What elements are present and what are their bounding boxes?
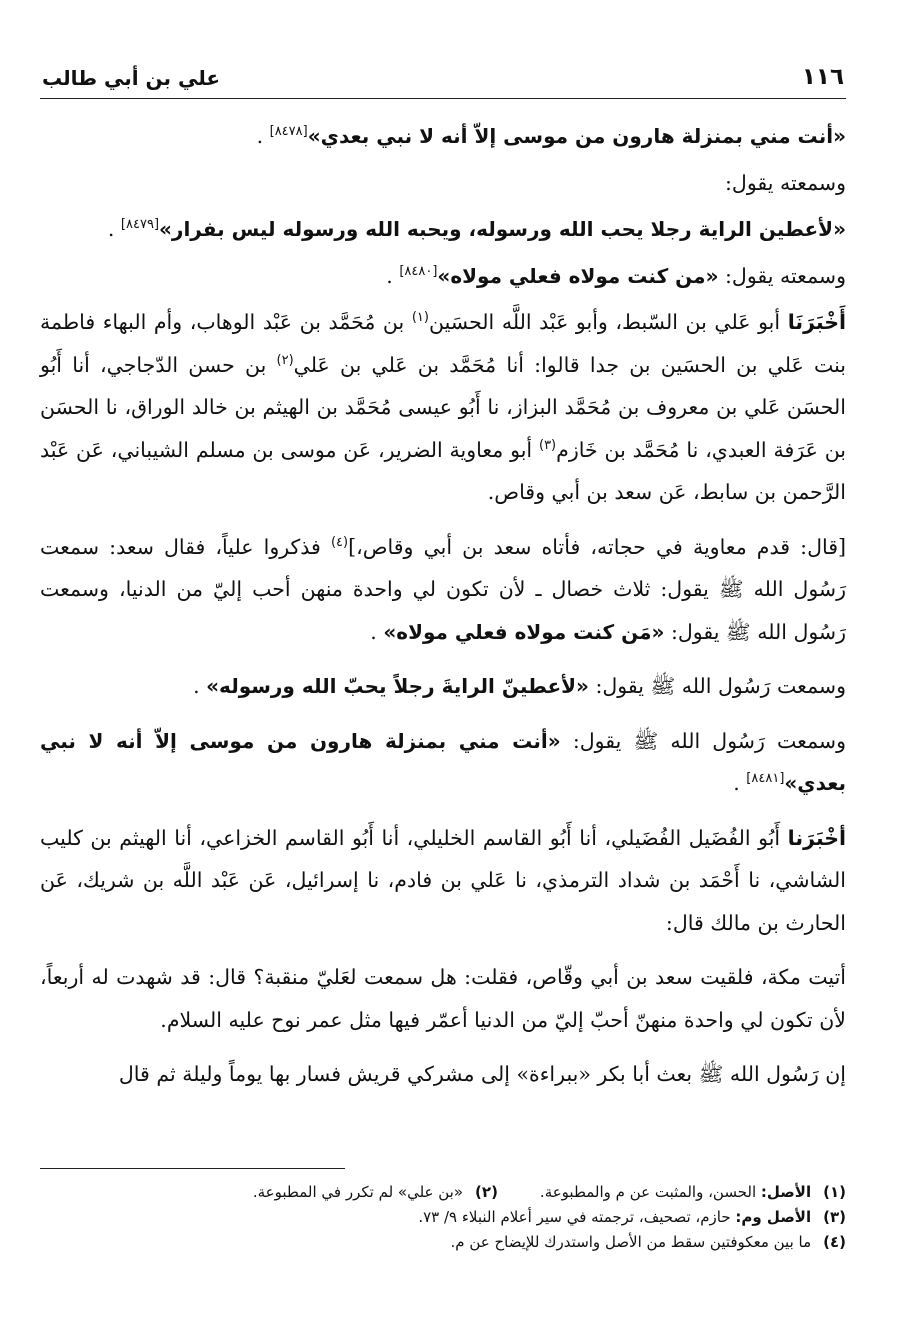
footnote-number: (١) <box>823 1183 846 1201</box>
hadith-reference: [٨٤٧٨] <box>269 124 308 140</box>
paragraph-10 <box>40 956 846 1041</box>
paragraph-8 <box>40 720 846 805</box>
paragraph-text: أتيت مكة، فلقيت سعد بن أبي وقّاص، فقلت: هل سمعت لعَليّ منقبة؟ قال: قد شهدت له أربعاً، لأن تكون لي واحدة منهنّ أحبّ إليّ من الدنيا أعمّر فيها مثل عمر نوح عليه السلام. <box>40 965 846 1032</box>
full-stop: . <box>386 263 393 288</box>
footnote-lead: الأصل: <box>760 1183 812 1201</box>
footnote-lead: الأصل وم: <box>735 1208 812 1226</box>
isnad-keyword: أخْبَرَنا <box>787 825 846 850</box>
footnote-text: حازم، تصحيف، ترجمته في سير أعلام النبلاء ٩/ ٧٣. <box>418 1208 736 1226</box>
paragraph-2 <box>40 162 846 205</box>
paragraph-11 <box>40 1053 846 1096</box>
footnote-text: «بن علي» لم تكرر في المطبوعة. <box>252 1183 464 1201</box>
hadith-reference: [٨٤٧٩] <box>120 217 160 233</box>
paragraph-4 <box>40 255 846 298</box>
footnote-row <box>40 1180 846 1205</box>
full-stop: . <box>107 217 115 241</box>
footnotes <box>40 1180 846 1255</box>
paragraph-lead: وسمعت رَسُول الله ﷺ يقول: <box>560 728 846 753</box>
page-number: ١١٦ <box>801 64 844 90</box>
footnote-number: (٣) <box>823 1208 846 1226</box>
hadith-quote: «أنت مني بمنزلة هارون من موسى إلاّ أنه لا نبي بعدي» <box>40 728 846 795</box>
paragraph-6 <box>40 526 846 654</box>
full-stop: . <box>193 674 200 698</box>
footnote-marker: (٤) <box>330 534 349 550</box>
paragraph-text: فذكروا علياً، فقال سعد: سمعت رَسُول الله ﷺ يقول: ثلاث خصال ـ لأن تكون لي واحدة منهن أحب إليّ من الدنيا، وسمعت رَسُول الله ﷺ يقول: <box>40 534 846 644</box>
full-stop: . <box>733 771 740 795</box>
footnote-4 <box>40 1230 846 1255</box>
paragraph-lead: وسمعته يقول: <box>718 263 846 288</box>
paragraph-text: إن رَسُول الله ﷺ بعث أبا بكر «ببراءة» إلى مشركي قريش فسار بها يوماً وليلة ثم قال <box>118 1062 846 1086</box>
footnote-divider <box>40 1168 345 1169</box>
hadith-reference: [٨٤٨١] <box>746 771 785 787</box>
paragraph-1 <box>40 115 846 158</box>
isnad-keyword: أَخْبَرَنَا <box>787 310 847 334</box>
full-stop: . <box>370 619 377 644</box>
footnote-number: (٢) <box>475 1183 498 1201</box>
hadith-quote: «من كنت مولاه فعلي مولاه» <box>437 263 719 288</box>
paragraph-7 <box>40 665 846 708</box>
hadith-quote: «لأعطينّ الرايةَ رجلاً يحبّ الله ورسوله» <box>206 674 589 698</box>
footnote-marker: (٢) <box>276 352 294 368</box>
page-body <box>40 99 846 1096</box>
footnote-text: ما بين معكوفتين سقط من الأصل واستدرك للإيضاح عن م. <box>450 1233 812 1251</box>
footnote-marker: (١) <box>411 310 429 326</box>
paragraph-text: [قال: قدم معاوية في حجاته، فأتاه سعد بن أبي وقاص،] <box>348 534 847 559</box>
footnote-2 <box>253 1180 498 1205</box>
hadith-reference: [٨٤٨٠] <box>399 263 438 279</box>
paragraph-text: وسمعته يقول: <box>725 170 846 195</box>
paragraph-lead: وسمعت رَسُول الله ﷺ يقول: <box>588 674 846 698</box>
full-stop: . <box>256 124 264 148</box>
paragraph-text: بن مُحَمَّد بن عَبْد الوهاب، وأم البهاء فاطمة بنت عَلي بن الحسَين بن جدا قالوا: أنا مُحَمَّد بن عَلي بن عَلي <box>40 310 847 377</box>
page-header <box>40 58 846 99</box>
paragraph-3 <box>40 208 846 251</box>
hadith-quote: «مَن كنت مولاه فعلي مولاه» <box>383 619 665 644</box>
paragraph-text: أَبُو الفُضَيل الفُضَيلي، أنا أَبُو القاسم الخليلي، أنا أَبُو القاسم الخزاعي، أنا الهيثم بن كليب الشاشي، نا أَحْمَد بن شداد الترمذي، نا عَلي بن فادم، نا إسرائيل، عَن عَبْد اللَّه بن شريك، عَن الحارث بن مالك قال: <box>40 825 846 935</box>
paragraph-5 <box>40 301 846 514</box>
book-page <box>40 58 846 1100</box>
hadith-quote: «أنت مني بمنزلة هارون من موسى إلاّ أنه لا نبي بعدي» <box>307 124 846 148</box>
paragraph-text: أبو عَلي بن السّبط، وأبو عَبْد اللَّه الحسَين <box>428 310 788 334</box>
footnote-3 <box>40 1205 846 1230</box>
running-title: علي بن أبي طالب <box>42 66 221 90</box>
paragraph-text: بن حسن الدّجاجي، أنا أَبُو الحسَن عَلي بن معروف بن مُحَمَّد البزاز، نا أَبُو عيسى مُحَمَّد بن الهيثم بن خالد الوراق، نا الحسَن بن عَرَفة العبدي، نا مُحَمَّد بن خَازم <box>40 352 847 462</box>
paragraph-9 <box>40 817 846 945</box>
footnote-1 <box>540 1180 846 1205</box>
footnote-number: (٤) <box>823 1233 846 1251</box>
paragraph-text: أبو معاوية الضرير، عَن موسى بن مسلم الشيباني، عَن عَبْد الرَّحمن بن سابط، عَن سعد بن أبي وقاص. <box>40 437 846 504</box>
footnote-text: الحسن، والمثبت عن م والمطبوعة. <box>539 1183 761 1201</box>
hadith-quote: «لأعطين الراية رجلا يحب الله ورسوله، ويحبه الله ورسوله ليس بفرار» <box>159 217 846 241</box>
footnote-marker: (٣) <box>538 437 557 453</box>
